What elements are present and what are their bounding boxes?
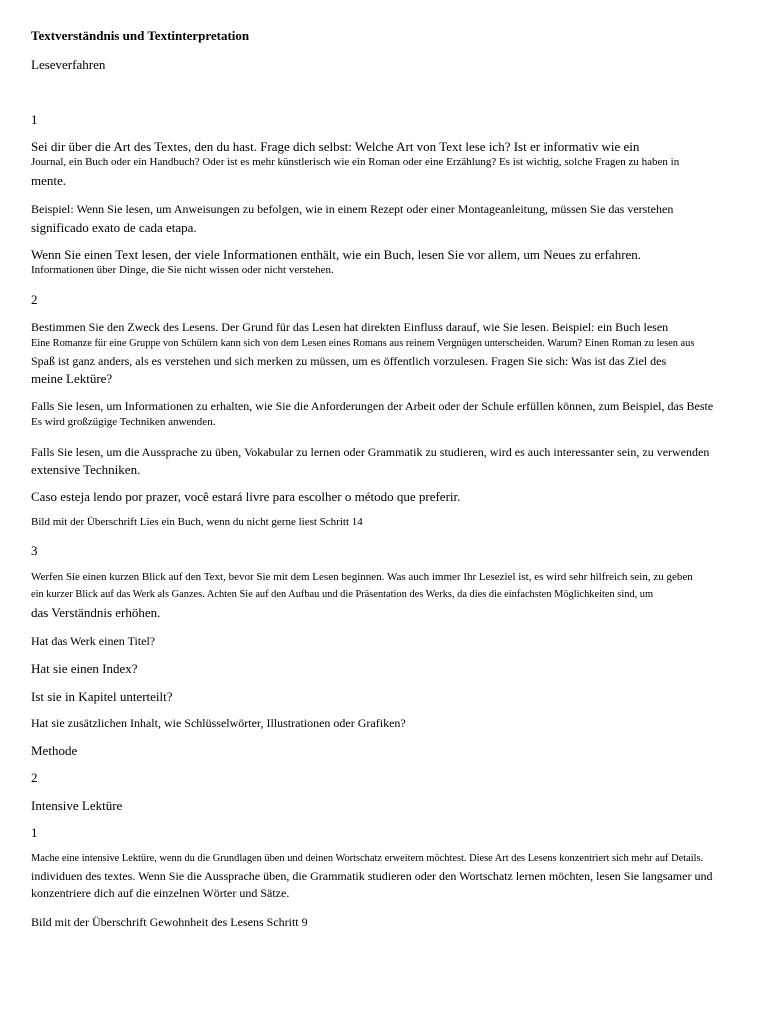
method-title: Intensive Lektüre [31, 798, 123, 813]
image-caption: Bild mit der Überschrift Gewohnheit des Lesens Schritt 9 [31, 915, 308, 929]
method-number: 2 [31, 770, 38, 785]
text-line: Wenn Sie einen Text lesen, der viele Informationen enthält, wie ein Buch, lesen Sie vor allem, um Neues zu erfahren. [31, 247, 642, 262]
text-line: meine Lektüre? [31, 371, 113, 386]
text-line: konzentriere dich auf die einzelnen Wörter und Sätze. [31, 886, 290, 900]
text-line: mente. [31, 173, 67, 188]
text-line: extensive Techniken. [31, 462, 141, 477]
text-line: significado exato de cada etapa. [31, 220, 197, 235]
paragraph: Caso esteja lendo por prazer, você estará livre para escolher o método que preferir. [31, 489, 461, 504]
paragraph [31, 320, 694, 387]
text-line: Es wird großzügige Techniken anwenden. [31, 416, 216, 428]
paragraph [31, 399, 713, 430]
text-line: Journal, ein Buch oder ein Handbuch? Oder ist es mehr künstlerisch wie ein Roman oder eine Erzählung? Es ist wichtig, solche Fragen zu haben in [31, 156, 680, 168]
step-number: 1 [31, 825, 38, 840]
step-number: 3 [31, 543, 38, 558]
document-title: Textverständnis und Textinterpretation [31, 28, 250, 43]
text-line: Mache eine intensive Lektüre, wenn du die Grundlagen üben und deinen Wortschatz erweitern möchtest. Diese Art des Lesens konzentriert sich mehr auf Details. [31, 853, 704, 864]
text-line: Bestimmen Sie den Zweck des Lesens. Der Grund für das Lesen hat direkten Einfluss darauf, wie Sie lesen. Beispiel: ein Buch lesen [31, 320, 669, 334]
text-line: Falls Sie lesen, um Informationen zu erhalten, wie Sie die Anforderungen der Arbeit oder der Schule erfüllen können, zum Beispiel, das Beste [31, 399, 714, 413]
text-line: Falls Sie lesen, um die Aussprache zu üben, Vokabular zu lernen oder Grammatik zu studieren, wird es auch interessanter sein, zu verwenden [31, 445, 710, 459]
paragraph [31, 852, 712, 901]
question-item: Ist sie in Kapitel unterteilt? [31, 689, 173, 704]
text-line: individuen des textes. Wenn Sie die Aussprache üben, die Grammatik studieren oder den Wortschatz lernen möchten, lesen Sie langsamer und [31, 869, 713, 883]
text-line: Eine Romanze für eine Gruppe von Schülern kann sich von dem Lesen eines Romans aus reinem Vergnügen unterscheiden. Warum? Einen Roman zu lesen aus [31, 338, 695, 349]
paragraph [31, 247, 641, 278]
paragraph [31, 139, 679, 189]
method-label: Methode [31, 743, 78, 758]
document-subtitle: Leseverfahren [31, 57, 106, 72]
text-line: Werfen Sie einen kurzen Blick auf den Text, bevor Sie mit dem Lesen beginnen. Was auch immer Ihr Leseziel ist, es wird sehr hilfreich sein, zu geben [31, 571, 693, 583]
step-number: 2 [31, 292, 38, 307]
paragraph [31, 445, 709, 478]
step-number: 1 [31, 112, 38, 127]
paragraph [31, 571, 693, 621]
text-line: Sei dir über die Art des Textes, den du hast. Frage dich selbst: Welche Art von Text lese ich? Ist er informativ wie ein [31, 139, 640, 154]
text-line: das Verständnis erhöhen. [31, 605, 161, 620]
text-line: Spaß ist ganz anders, als es verstehen und sich merken zu müssen, um es öffentlich vorzulesen. Fragen Sie sich: Was ist das Ziel des [31, 354, 667, 368]
question-item: Hat sie zusätzlichen Inhalt, wie Schlüsselwörter, Illustrationen oder Grafiken? [31, 716, 406, 730]
text-line: Informationen über Dinge, die Sie nicht wissen oder nicht verstehen. [31, 264, 334, 276]
text-line: Beispiel: Wenn Sie lesen, um Anweisungen zu befolgen, wie in einem Rezept oder einer Montageanleitung, müssen Sie das verstehen [31, 202, 674, 216]
question-item: Hat das Werk einen Titel? [31, 634, 156, 648]
question-item: Hat sie einen Index? [31, 661, 138, 676]
paragraph [31, 202, 673, 236]
text-line: ein kurzer Blick auf das Werk als Ganzes. Achten Sie auf den Aufbau und die Präsentation des Werks, da dies die einfachsten Möglichkeiten sind, um [31, 589, 654, 600]
image-caption: Bild mit der Überschrift Lies ein Buch, wenn du nicht gerne liest Schritt 14 [31, 516, 363, 528]
